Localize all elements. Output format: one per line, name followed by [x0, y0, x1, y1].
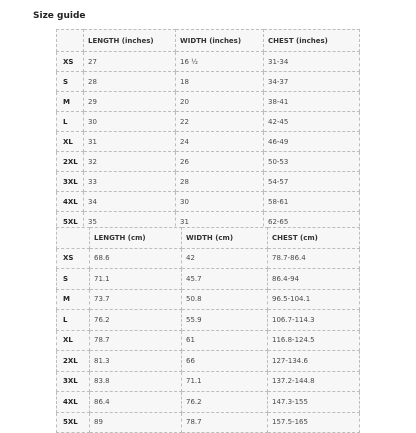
measurement-cell: 34-37: [264, 72, 360, 92]
measurement-cell: 76.2: [90, 310, 182, 331]
table-row: [57, 132, 360, 152]
measurement-cell: 33: [84, 172, 176, 192]
table-row: [57, 330, 360, 351]
size-label-cell: L: [57, 310, 90, 331]
measurement-cell: 68.6: [90, 248, 182, 269]
table-row: [57, 72, 360, 92]
table-row: [57, 371, 360, 392]
size-label-cell: 2XL: [57, 351, 90, 372]
measurement-cell: 29: [84, 92, 176, 112]
measurement-cell: 31-34: [264, 52, 360, 72]
measurement-cell: 116.8-124.5: [268, 330, 360, 351]
size-label-cell: XS: [57, 248, 90, 269]
size-label-cell: 2XL: [57, 152, 84, 172]
size-label-cell: 5XL: [57, 412, 90, 433]
header-size-cell: [57, 228, 90, 249]
measurement-cell: 32: [84, 152, 176, 172]
measurement-cell: 78.7: [182, 412, 268, 433]
measurement-cell: 54-57: [264, 172, 360, 192]
measurement-cell: 137.2-144.8: [268, 371, 360, 392]
size-label-cell: XL: [57, 330, 90, 351]
header-size-cell: [57, 30, 84, 52]
size-table-inches: [56, 29, 360, 232]
size-table-cm: [56, 227, 360, 433]
measurement-cell: 83.8: [90, 371, 182, 392]
measurement-cell: 81.3: [90, 351, 182, 372]
size-label-cell: 3XL: [57, 371, 90, 392]
measurement-cell: 42: [182, 248, 268, 269]
measurement-cell: 50-53: [264, 152, 360, 172]
measurement-cell: 127-134.6: [268, 351, 360, 372]
size-label-cell: M: [57, 289, 90, 310]
table-row: [57, 152, 360, 172]
measurement-cell: 78.7: [90, 330, 182, 351]
measurement-cell: 86.4: [90, 392, 182, 413]
measurement-cell: 28: [176, 172, 264, 192]
table-row: [57, 310, 360, 331]
measurement-cell: 24: [176, 132, 264, 152]
measurement-cell: 106.7-114.3: [268, 310, 360, 331]
measurement-cell: 22: [176, 112, 264, 132]
measurement-cell: 157.5-165: [268, 412, 360, 433]
measurement-cell: 28: [84, 72, 176, 92]
measurement-cell: 31: [176, 212, 264, 232]
size-label-cell: L: [57, 112, 84, 132]
table-row: [57, 248, 360, 269]
measurement-cell: 38-41: [264, 92, 360, 112]
size-label-cell: S: [57, 72, 84, 92]
measurement-cell: 76.2: [182, 392, 268, 413]
measurement-cell: 61: [182, 330, 268, 351]
measurement-cell: 31: [84, 132, 176, 152]
measurement-cell: 26: [176, 152, 264, 172]
measurement-cell: 27: [84, 52, 176, 72]
measurement-cell: 46-49: [264, 132, 360, 152]
measurement-cell: 71.1: [90, 269, 182, 290]
measurement-cell: 55.9: [182, 310, 268, 331]
measurement-cell: 34: [84, 192, 176, 212]
size-label-cell: 4XL: [57, 392, 90, 413]
header-cell: WIDTH (cm): [182, 228, 268, 249]
measurement-cell: 35: [84, 212, 176, 232]
header-cell: CHEST (inches): [264, 30, 360, 52]
table-row: [57, 92, 360, 112]
measurement-cell: 30: [84, 112, 176, 132]
header-cell: LENGTH (inches): [84, 30, 176, 52]
size-label-cell: M: [57, 92, 84, 112]
size-label-cell: S: [57, 269, 90, 290]
size-label-cell: XS: [57, 52, 84, 72]
measurement-cell: 16 ½: [176, 52, 264, 72]
table-row: [57, 351, 360, 372]
measurement-cell: 45.7: [182, 269, 268, 290]
header-cell: WIDTH (inches): [176, 30, 264, 52]
measurement-cell: 73.7: [90, 289, 182, 310]
measurement-cell: 66: [182, 351, 268, 372]
table-row: [57, 112, 360, 132]
measurement-cell: 86.4-94: [268, 269, 360, 290]
measurement-cell: 89: [90, 412, 182, 433]
header-cell: LENGTH (cm): [90, 228, 182, 249]
measurement-cell: 78.7-86.4: [268, 248, 360, 269]
table-header-row: [57, 30, 360, 52]
measurement-cell: 96.5-104.1: [268, 289, 360, 310]
table-row: [57, 289, 360, 310]
table-row: [57, 52, 360, 72]
size-label-cell: 3XL: [57, 172, 84, 192]
table-row: [57, 269, 360, 290]
measurement-cell: 18: [176, 72, 264, 92]
size-table-cm-body: [57, 228, 360, 433]
table-row: [57, 412, 360, 433]
size-label-cell: 4XL: [57, 192, 84, 212]
measurement-cell: 42-45: [264, 112, 360, 132]
size-table-inches-body: [57, 30, 360, 232]
measurement-cell: 62-65: [264, 212, 360, 232]
measurement-cell: 71.1: [182, 371, 268, 392]
measurement-cell: 147.3-155: [268, 392, 360, 413]
page-title: Size guide: [33, 11, 86, 21]
measurement-cell: 50.8: [182, 289, 268, 310]
measurement-cell: 58-61: [264, 192, 360, 212]
measurement-cell: 30: [176, 192, 264, 212]
size-label-cell: 5XL: [57, 212, 84, 232]
header-cell: CHEST (cm): [268, 228, 360, 249]
table-row: [57, 192, 360, 212]
measurement-cell: 20: [176, 92, 264, 112]
size-label-cell: XL: [57, 132, 84, 152]
table-header-row: [57, 228, 360, 249]
table-row: [57, 392, 360, 413]
table-row: [57, 172, 360, 192]
